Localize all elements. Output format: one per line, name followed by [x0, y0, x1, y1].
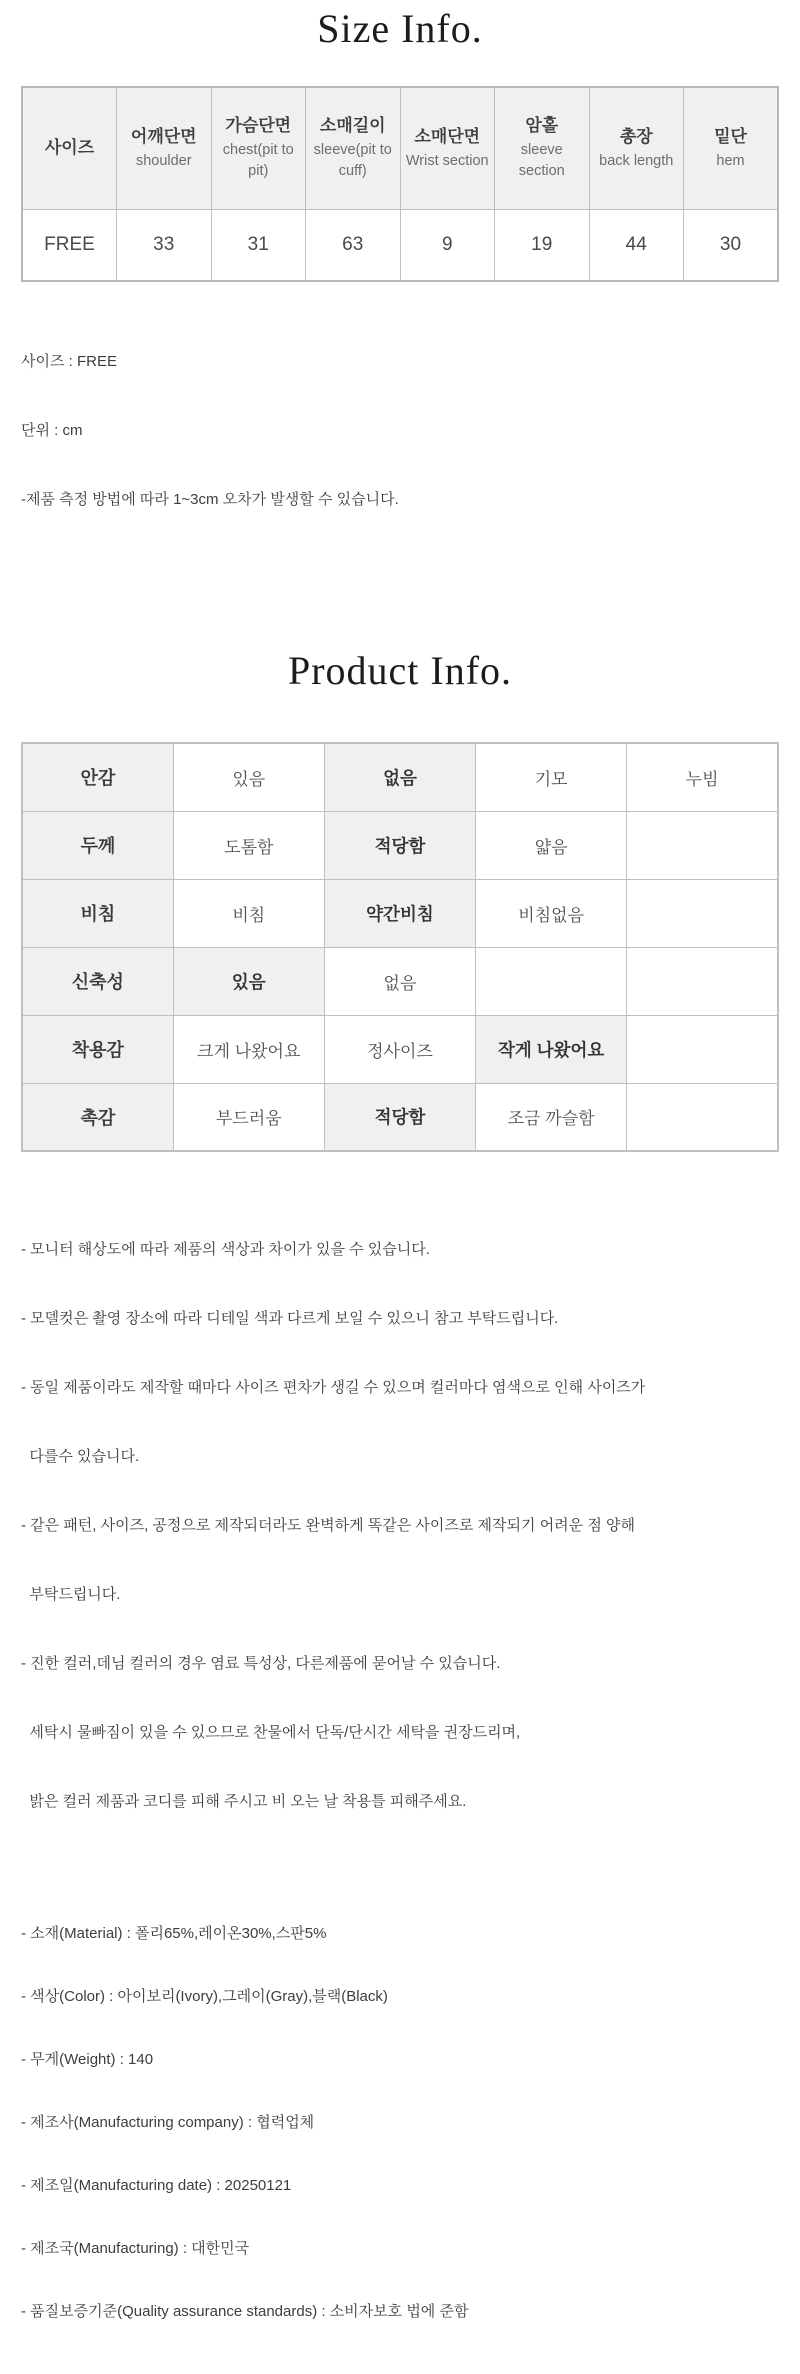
- size-value-armhole: 19: [495, 209, 590, 281]
- size-col-wrist: 소매단면 Wrist section: [400, 87, 495, 209]
- material-line: - 제조사(Manufacturing company) : 협력업체: [21, 2114, 315, 2131]
- size-value-shoulder: 33: [117, 209, 212, 281]
- size-col-chest: 가슴단면 chest(pit to pit): [211, 87, 306, 209]
- material-line: - 제조일(Manufacturing date) : 20250121: [21, 2177, 292, 2194]
- product-attr-label: 촉감: [22, 1083, 173, 1151]
- size-col-size: [22, 87, 117, 209]
- product-row-stretch: [22, 947, 778, 1015]
- product-option-cell: [476, 947, 627, 1015]
- size-value-hem: 30: [684, 209, 779, 281]
- care-notices: [21, 1192, 779, 1859]
- product-row-texture: [22, 1083, 778, 1151]
- size-col-back-length: 총장 back length: [589, 87, 684, 209]
- material-line: - 무게(Weight) : 140: [21, 2051, 154, 2068]
- product-row-lining: [22, 743, 778, 811]
- product-attr-label: 비침: [22, 879, 173, 947]
- notice-line: - 모델컷은 촬영 장소에 따라 디테일 색과 다르게 보일 수 있으니 참고 부탁드립니다.: [21, 1310, 559, 1327]
- notice-line: 세탁시 물빠짐이 있을 수 있으므로 찬물에서 단독/단시간 세탁을 권장드리며,: [21, 1724, 521, 1741]
- product-option-cell: [627, 811, 778, 879]
- product-info-title: Product Info.: [287, 648, 513, 693]
- product-attr-label: 신축성: [22, 947, 173, 1015]
- notice-line: - 동일 제품이라도 제작할 때마다 사이즈 편차가 생길 수 있으며 컬러마다 염색으로 인해 사이즈가: [21, 1379, 646, 1396]
- product-attr-label: 착용감: [22, 1015, 173, 1083]
- product-option-cell: [627, 1083, 778, 1151]
- product-option-cell: 누빔: [627, 743, 778, 811]
- material-line: - 제조국(Manufacturing) : 대한민국: [21, 2240, 250, 2257]
- size-value-back-length: 44: [589, 209, 684, 281]
- product-option-cell: 약간비침: [324, 879, 475, 947]
- product-option-cell: 도톰함: [173, 811, 324, 879]
- notice-line: - 진한 컬러,데님 컬러의 경우 염료 특성상, 다른제품에 묻어날 수 있습니다.: [21, 1655, 501, 1672]
- size-note-line: 단위 : cm: [21, 422, 83, 439]
- product-attr-label: 안감: [22, 743, 173, 811]
- product-option-cell: 비침: [173, 879, 324, 947]
- material-details: [21, 1881, 779, 2364]
- size-notes: [21, 304, 779, 557]
- notice-line: - 모니터 해상도에 따라 제품의 색상과 차이가 있을 수 있습니다.: [21, 1241, 430, 1258]
- product-option-cell: 적당함: [324, 1083, 475, 1151]
- product-option-cell: 작게 나왔어요: [476, 1015, 627, 1083]
- product-option-cell: 비침없음: [476, 879, 627, 947]
- size-col-sleeve-length: 소매길이 sleeve(pit to cuff): [306, 87, 401, 209]
- size-note-line: -제품 측정 방법에 따라 1~3cm 오차가 발생할 수 있습니다.: [21, 491, 399, 508]
- size-note-line: 사이즈 : FREE: [21, 353, 117, 370]
- product-option-cell: 없음: [324, 743, 475, 811]
- product-option-cell: [627, 947, 778, 1015]
- product-option-cell: 적당함: [324, 811, 475, 879]
- notice-line: 다를수 있습니다.: [21, 1448, 140, 1465]
- product-attr-label: 두께: [22, 811, 173, 879]
- notice-line: 밝은 컬러 제품과 코디를 피해 주시고 비 오는 날 착용틀 피해주세요.: [21, 1793, 467, 1810]
- product-option-cell: 부드러움: [173, 1083, 324, 1151]
- material-line: - 색상(Color) : 아이보리(Ivory),그레이(Gray),블랙(Black): [21, 1988, 388, 2005]
- material-line: - 소재(Material) : 폴리65%,레이온30%,스판5%: [21, 1925, 327, 1942]
- size-col-hem: 밑단 hem: [684, 87, 779, 209]
- size-info-title: Size Info.: [317, 6, 483, 51]
- notice-line: 부탁드립니다.: [21, 1586, 121, 1603]
- product-option-cell: 크게 나왔어요: [173, 1015, 324, 1083]
- product-option-cell: 없음: [324, 947, 475, 1015]
- size-table-value-row: [22, 209, 778, 281]
- product-row-fit: [22, 1015, 778, 1083]
- product-option-cell: 있음: [173, 743, 324, 811]
- size-table-header-row: [22, 87, 778, 209]
- size-table: [21, 86, 779, 282]
- size-value-wrist: 9: [400, 209, 495, 281]
- product-option-cell: 조금 까슬함: [476, 1083, 627, 1151]
- product-option-cell: 정사이즈: [324, 1015, 475, 1083]
- product-info-table: [21, 742, 779, 1152]
- size-value-sleeve-length: 63: [306, 209, 401, 281]
- size-col-shoulder: 어깨단면 shoulder: [117, 87, 212, 209]
- size-col-armhole: 암홀 sleeve section: [495, 87, 590, 209]
- product-option-cell: [627, 879, 778, 947]
- size-col-size-kr: 사이즈: [44, 138, 95, 158]
- product-option-cell: 얇음: [476, 811, 627, 879]
- material-line: - 품질보증기준(Quality assurance standards) : 소비자보호 법에 준함: [21, 2303, 469, 2320]
- size-value-size: FREE: [22, 209, 117, 281]
- notice-line: - 같은 패턴, 사이즈, 공정으로 제작되더라도 완벽하게 똑같은 사이즈로 제작되기 어려운 점 양해: [21, 1517, 635, 1534]
- size-value-chest: 31: [211, 209, 306, 281]
- product-option-cell: 기모: [476, 743, 627, 811]
- product-row-sheerness: [22, 879, 778, 947]
- product-option-cell: 있음: [173, 947, 324, 1015]
- product-row-thickness: [22, 811, 778, 879]
- product-option-cell: [627, 1015, 778, 1083]
